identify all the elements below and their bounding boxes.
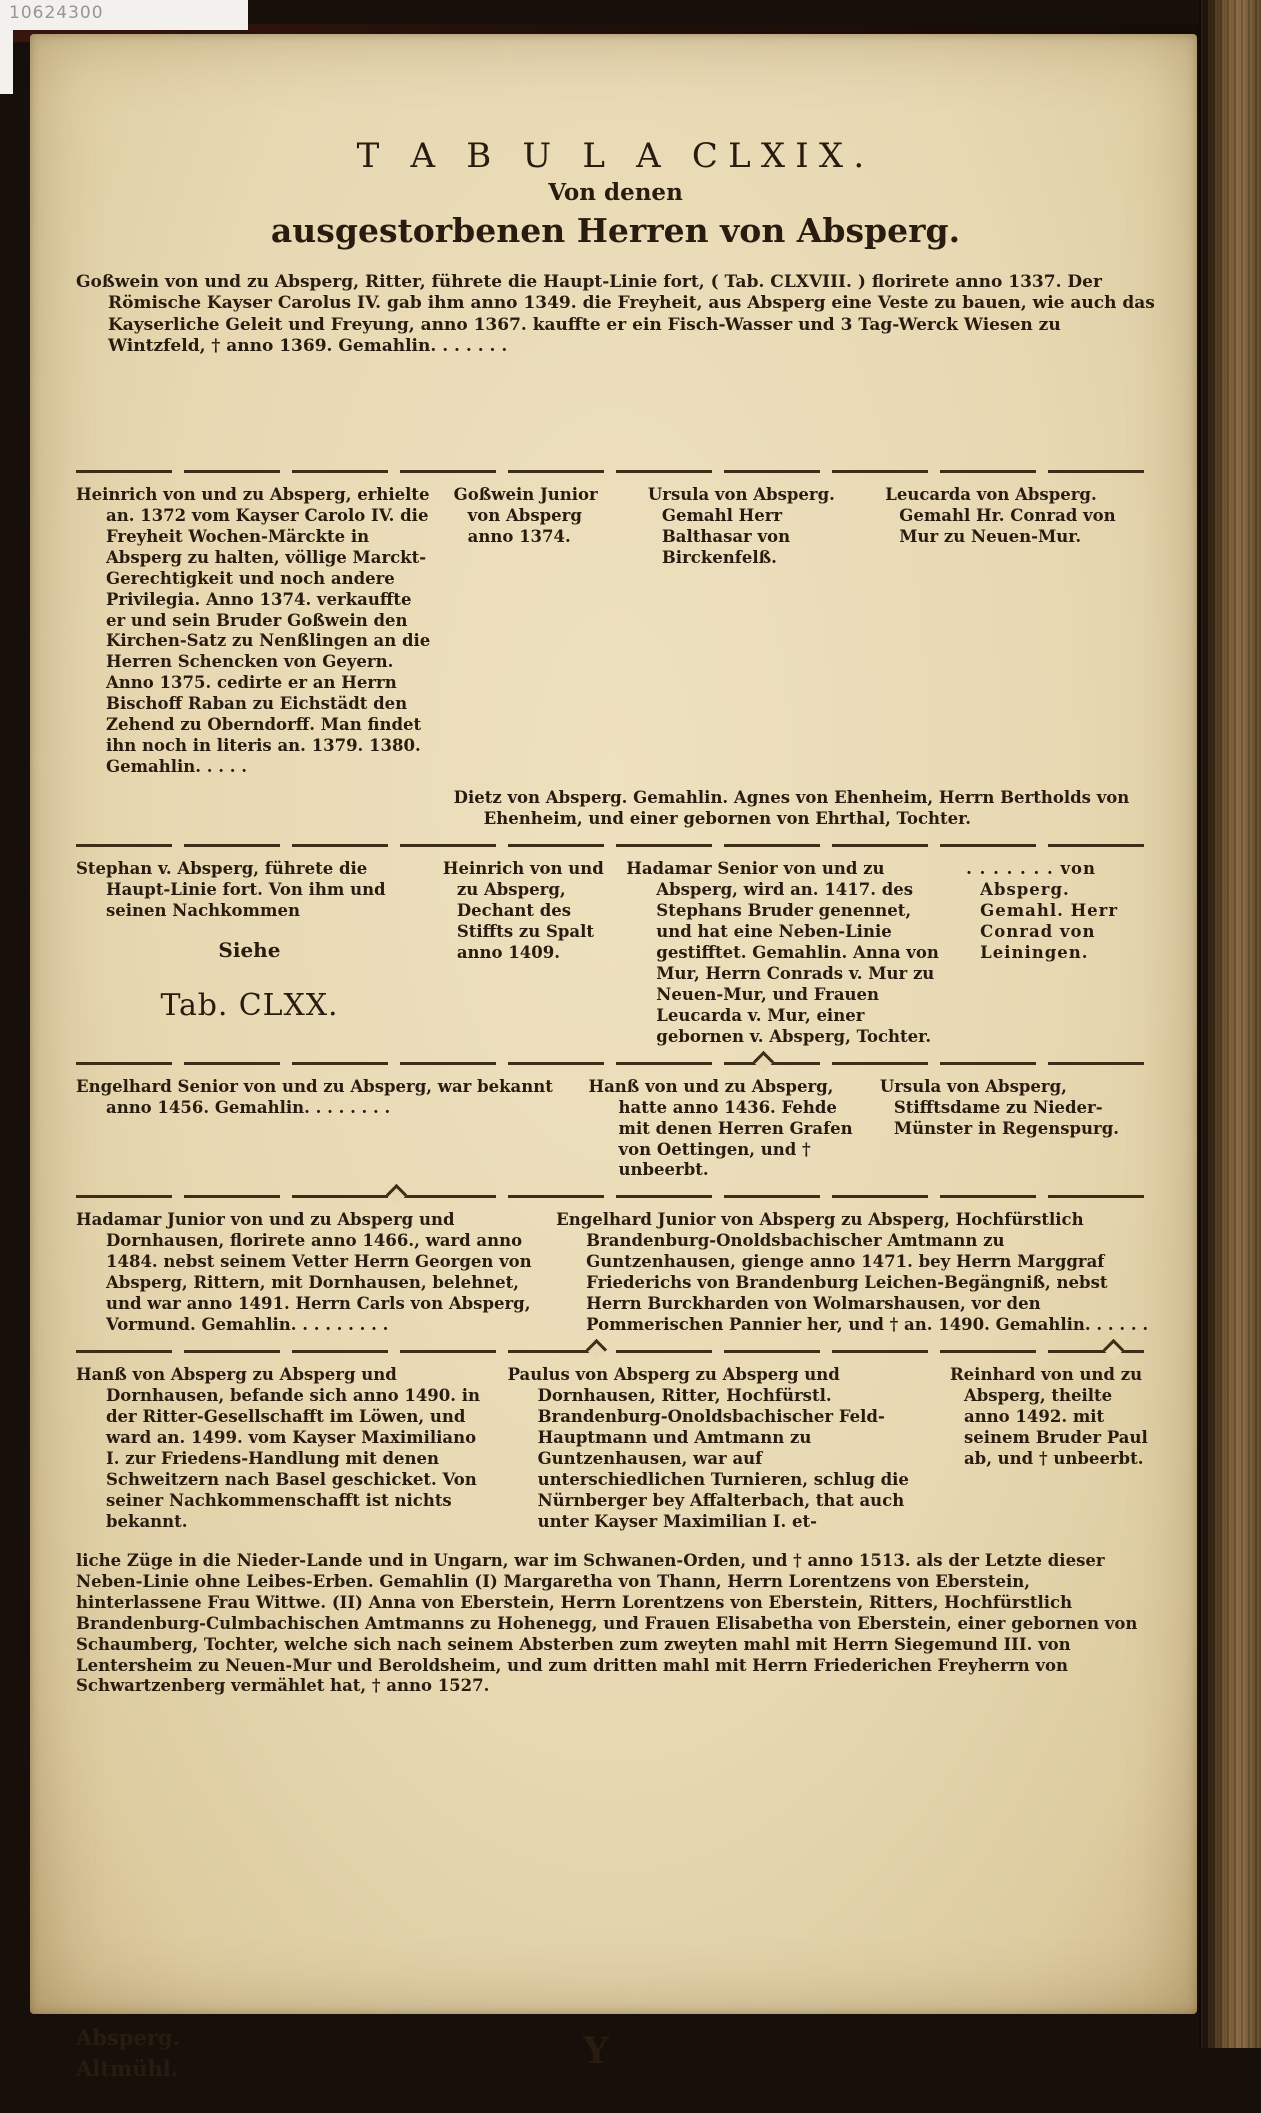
generation-row-2 [76,859,1155,1048]
entry-hanss: Hanß von und zu Absperg, hatte anno 1436. Fehde mit denen Herren Grafen von Oettingen, und † unbeerbt. [588,1076,853,1180]
book-fore-edge [1199,0,1261,2048]
entry-stephan-tab-reference: Tab. CLXX. [160,988,339,1024]
generation-row-1 [76,485,1155,830]
entry-leucarda: Leucarda von Absperg. Gemahl Hr. Conrad von Mur zu Neuen-Mur. [885,484,1116,546]
descent-caret [1103,1339,1124,1360]
entry-heinrich-dechant: Heinrich von und zu Absperg, Dechant des Stiffts zu Spalt anno 1409. [442,859,604,962]
entry-paulus: Paulus von Absperg zu Absperg und Dornhausen, Ritter, Hochfürstl. Brandenburg-Onoldsbachischer Feld-Hauptmann und Amtmann zu Guntzenhausen, war auf unterschiedlichen Turnieren, schlug die Nürnberger bey Affalterbach, that auch unter Kayser Maximilian I. et- [507,1365,909,1531]
page-title: T A B U L A CLXIX. [356,136,875,176]
scan-id-number: 10624300 [9,3,104,23]
page-subtitle-line1: Von denen [548,179,683,207]
descent-caret [753,1051,774,1072]
catchword-line1: Absperg. [76,2025,180,2051]
entry-reinhard: Reinhard von und zu Absperg, theilte anno 1492. mit seinem Bruder Paul ab, und † unbeerbt. [949,1365,1148,1468]
gathering-signature: Y [583,2030,609,2073]
page-footer [76,2023,1155,2113]
entry-ursula: Ursula von Absperg. Gemahl Herr Balthasar von Birckenfelß. [647,484,835,567]
section-rule [76,844,1155,847]
entry-heinrich: Heinrich von und zu Absperg, erhielte an. 1372 vom Kayser Carolo IV. die Freyheit Wochen-Märckte in Absperg zu halten, völlige Marckt-Gerechtigkeit und noch andere Privilegia. Anno 1374. verkauffte er und sein Bruder Goßwein den Kirchen-Satz zu Nenßlingen an die Herren Schencken von Geyern. Anno 1375. cedirte er an Herrn Bischoff Raban zu Eichstädt den Zehend zu Oberndorff. Man findet ihn noch in literis an. 1379. 1380. Gemahlin. . . . . [76,484,431,777]
section-rule [76,1195,1155,1198]
descent-caret [386,1184,407,1205]
page-content [76,34,1155,2113]
entry-stephan-text: Stephan v. Absperg, führete die Haupt-Linie fort. Von ihm und seinen Nachkommen [76,859,386,920]
generation-row-5 [76,1365,1155,1533]
descent-caret [585,1339,606,1360]
section-rule [76,470,1155,473]
entry-hadamar-junior: Hadamar Junior von und zu Absperg und Dornhausen, florirete anno 1466., ward anno 1484. nebst seinem Vetter Herrn Georgen von Absperg, Rittern, mit Dornhausen, belehnet, und war anno 1491. Herrn Carls von Absperg, Vormund. Gemahlin. . . . . . . . . [76,1210,532,1335]
section-rule [76,1062,1155,1065]
section-rule [76,1350,1155,1353]
generation-row-3 [76,1077,1155,1182]
catchword-block [76,2023,1155,2084]
catchword-line2: Altmühl. [76,2055,179,2081]
entry-unknown-daughter: . . . . . . . von Absperg. Gemahl. Herr Conrad von Leiningen. [966,859,1119,962]
entry-hanss-dornhausen: Hanß von Absperg zu Absperg und Dornhausen, befande sich anno 1490. in der Ritter-Gesellschafft im Löwen, und ward an. 1499. vom Kayser Maximiliano I. zur Friedens-Handlung mit denen Schweitzern nach Basel geschicket. Von seiner Nachkommenschafft ist nichts bekannt. [76,1365,481,1531]
paragraph-paulus-continuation: liche Züge in die Nieder-Lande und in Ungarn, war im Schwanen-Orden, und † anno 1513. als der Letzte dieser Neben-Linie ohne Leibes-Erben. Gemahlin (I) Margaretha von Thann, Herrn Lorentzens von Eberstein, hinterlassene Frau Wittwe. (II) Anna von Eberstein, Herrn Lorentzens von Eberstein, Ritters, Hochfürstlich Brandenburg-Culmbachischen Amtmanns zu Hohenegg, und Frauen Elisabetha von Eberstein, einer gebornen von Schaumberg, Tochter, welche sich nach seinem Absterben zum zweyten mahl mit Herrn Siegemund III. von Lentersheim zu Neuen-Mur und Beroldsheim, und zum dritten mahl mit Herrn Friederichen Freyherrn von Schwartzenberg vermählet hat, † anno 1527. [76,1550,1138,1696]
entry-engelhard-junior: Engelhard Junior von Absperg zu Absperg, Hochfürstlich Brandenburg-Onoldsbachischer Amtmann zu Guntzenhausen, gienge anno 1471. bey Herrn Marggraf Friederichs von Brandenburg Leichen-Begängniß, nebst Herrn Burckharden von Wolmarshausen, vor den Pommerischen Pannier her, und † an. 1490. Gemahlin. . . . . . [556,1210,1149,1335]
entry-engelhard-senior: Engelhard Senior von und zu Absperg, war bekannt anno 1456. Gemahlin. . . . . . . . [76,1076,553,1117]
entry-gosswein-junior: Goßwein Junior von Absperg anno 1374. [453,484,598,546]
entry-dietz: Dietz von Absperg. Gemahlin. Agnes von Ehenheim, Herrn Bertholds von Ehenheim, und einer gebornen von Ehrthal, Tochter. [453,788,1130,829]
entry-stephan [76,859,443,1048]
entry-stephan-siehe: Siehe [218,937,281,962]
entry-ursula-stiftsdame: Ursula von Absperg, Stifftsdame zu Nieder-Münster in Regenspurg. [879,1076,1119,1138]
paragraph-gosswein-senior: Goßwein von und zu Absperg, Ritter, führete die Haupt-Linie fort, ( Tab. CLXVIII. ) florirete anno 1337. Der Römische Kayser Carolus IV. gab ihm anno 1349. die Freyheit, aus Absperg eine Veste zu bauen, wie auch das Kayserliche Geleit und Freyung, anno 1367. kauffte er ein Fisch-Wasser und 3 Tag-Werck Wiesen zu Wintzfeld, † anno 1369. Gemahlin. . . . . . . [76,271,1155,357]
entry-hadamar-senior: Hadamar Senior von und zu Absperg, wird an. 1417. des Stephans Bruder genennet, und hat eine Neben-Linie gestifftet. Gemahlin. Anna von Mur, Herrn Conrads v. Mur zu Neuen-Mur, und Frauen Leucarda v. Mur, einer gebornen v. Absperg, Tochter. [626,859,939,1046]
book-page [30,34,1197,2081]
page-subtitle-line2: ausgestorbenen Herren von Absperg. [270,210,961,250]
generation-row-4 [76,1210,1155,1336]
